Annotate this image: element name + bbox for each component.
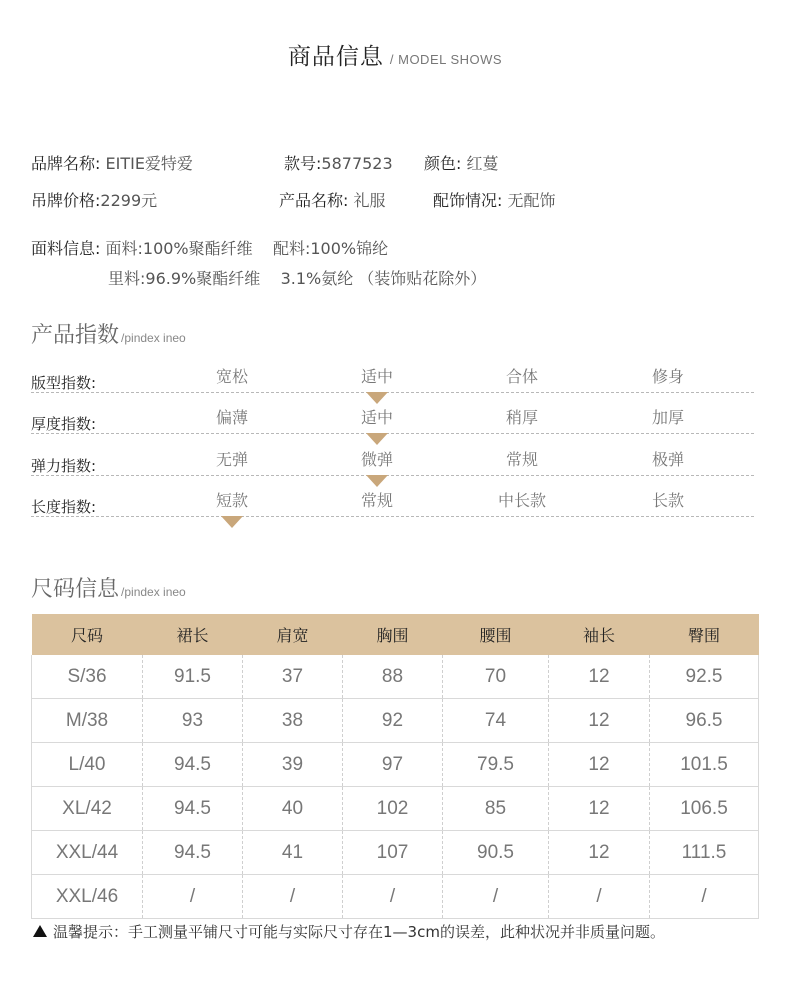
fabric-label: 面料信息: bbox=[31, 239, 101, 258]
index-option: 常规 bbox=[360, 491, 394, 510]
brand-info bbox=[31, 151, 193, 174]
table-row bbox=[32, 655, 759, 699]
size-table-body bbox=[32, 655, 759, 919]
color-label: 颜色: bbox=[424, 154, 462, 173]
table-cell: 97 bbox=[343, 743, 443, 787]
index-option: 宽松 bbox=[215, 367, 249, 386]
column-header: 臀围 bbox=[650, 614, 759, 655]
table-cell: L/40 bbox=[32, 743, 143, 787]
price-label: 吊牌价格: bbox=[31, 191, 101, 210]
table-cell: 93 bbox=[143, 699, 243, 743]
table-cell: M/38 bbox=[32, 699, 143, 743]
table-cell: 90.5 bbox=[443, 831, 549, 875]
column-header: 肩宽 bbox=[243, 614, 343, 655]
index-option: 加厚 bbox=[651, 408, 685, 427]
price-info bbox=[31, 188, 157, 211]
size-table-header bbox=[32, 614, 759, 655]
index-row bbox=[31, 367, 754, 393]
index-row-label: 长度指数: bbox=[31, 498, 97, 516]
style-value: 5877523 bbox=[321, 154, 393, 173]
warning-icon bbox=[33, 925, 47, 937]
table-cell: 102 bbox=[343, 787, 443, 831]
table-cell: 79.5 bbox=[443, 743, 549, 787]
table-cell: / bbox=[549, 875, 650, 919]
index-option: 合体 bbox=[505, 367, 539, 386]
index-row-label: 弹力指数: bbox=[31, 457, 97, 475]
index-row bbox=[31, 450, 754, 476]
fabric-line-2: 里料:96.9%聚酯纤维 3.1%氨纶 （装饰贴花除外） bbox=[108, 269, 487, 288]
table-cell: 94.5 bbox=[143, 787, 243, 831]
index-option: 常规 bbox=[505, 450, 539, 469]
table-cell: 39 bbox=[243, 743, 343, 787]
index-option: 适中 bbox=[360, 367, 394, 386]
index-row bbox=[31, 491, 754, 517]
index-option: 长款 bbox=[651, 491, 685, 510]
table-cell: 38 bbox=[243, 699, 343, 743]
table-cell: 101.5 bbox=[650, 743, 759, 787]
table-cell: XXL/44 bbox=[32, 831, 143, 875]
size-section-title bbox=[31, 572, 186, 603]
style-label: 款号: bbox=[284, 154, 322, 173]
style-info bbox=[284, 151, 393, 174]
table-cell: 70 bbox=[443, 655, 549, 699]
index-marker-icon bbox=[366, 433, 388, 445]
accessory-value: 无配饰 bbox=[507, 191, 556, 210]
table-cell: 12 bbox=[549, 831, 650, 875]
table-row bbox=[32, 831, 759, 875]
index-option: 微弹 bbox=[360, 450, 394, 469]
table-cell: 40 bbox=[243, 787, 343, 831]
table-cell: 94.5 bbox=[143, 831, 243, 875]
table-cell: 94.5 bbox=[143, 743, 243, 787]
table-cell: 91.5 bbox=[143, 655, 243, 699]
table-row bbox=[32, 787, 759, 831]
column-header: 胸围 bbox=[343, 614, 443, 655]
color-info bbox=[424, 151, 499, 174]
index-section-title bbox=[31, 318, 186, 349]
accessory-label: 配饰情况: bbox=[433, 191, 503, 210]
table-cell: 88 bbox=[343, 655, 443, 699]
index-subtitle: /pindex ineo bbox=[121, 331, 186, 345]
table-cell: 96.5 bbox=[650, 699, 759, 743]
table-cell: 41 bbox=[243, 831, 343, 875]
column-header: 裙长 bbox=[143, 614, 243, 655]
brand-label: 品牌名称: bbox=[31, 154, 101, 173]
color-value: 红蔓 bbox=[466, 154, 499, 173]
size-subtitle: /pindex ineo bbox=[121, 585, 186, 599]
table-cell: 12 bbox=[549, 655, 650, 699]
index-option: 稍厚 bbox=[505, 408, 539, 427]
index-option: 修身 bbox=[651, 367, 685, 386]
accessory-info bbox=[433, 188, 556, 211]
table-cell: 12 bbox=[549, 699, 650, 743]
table-cell: 92.5 bbox=[650, 655, 759, 699]
index-option: 偏薄 bbox=[215, 408, 249, 427]
table-row bbox=[32, 743, 759, 787]
column-header: 袖长 bbox=[549, 614, 650, 655]
price-value: 2299元 bbox=[100, 191, 158, 210]
table-cell: XL/42 bbox=[32, 787, 143, 831]
table-row bbox=[32, 699, 759, 743]
index-option: 极弹 bbox=[651, 450, 685, 469]
column-header: 尺码 bbox=[32, 614, 143, 655]
index-option: 短款 bbox=[215, 491, 249, 510]
table-cell: 92 bbox=[343, 699, 443, 743]
index-marker-icon bbox=[366, 475, 388, 487]
table-cell: 12 bbox=[549, 743, 650, 787]
table-cell: XXL/46 bbox=[32, 875, 143, 919]
index-row-label: 版型指数: bbox=[31, 374, 97, 392]
index-option: 无弹 bbox=[215, 450, 249, 469]
table-cell: S/36 bbox=[32, 655, 143, 699]
table-cell: 111.5 bbox=[650, 831, 759, 875]
table-cell: / bbox=[443, 875, 549, 919]
product-name-label: 产品名称: bbox=[279, 191, 349, 210]
note-text: 温馨提示：手工测量平铺尺寸可能与实际尺寸存在1—3cm的误差，此种状况并非质量问题。 bbox=[53, 923, 665, 941]
index-marker-icon bbox=[366, 392, 388, 404]
table-cell: 106.5 bbox=[650, 787, 759, 831]
note bbox=[33, 921, 665, 942]
table-cell: 85 bbox=[443, 787, 549, 831]
table-cell: / bbox=[143, 875, 243, 919]
brand-value: EITIE爱特爱 bbox=[105, 154, 193, 173]
index-row-label: 厚度指数: bbox=[31, 415, 97, 433]
column-header: 腰围 bbox=[443, 614, 549, 655]
table-cell: 107 bbox=[343, 831, 443, 875]
table-cell: / bbox=[650, 875, 759, 919]
page-subtitle: / MODEL SHOWS bbox=[389, 52, 503, 67]
product-name-value: 礼服 bbox=[353, 191, 386, 210]
table-cell: / bbox=[343, 875, 443, 919]
index-marker-icon bbox=[221, 516, 243, 528]
index-title: 产品指数 bbox=[31, 323, 120, 348]
index-row bbox=[31, 408, 754, 434]
table-cell: 37 bbox=[243, 655, 343, 699]
size-title: 尺码信息 bbox=[31, 577, 120, 602]
fabric-line-1: 面料:100%聚酯纤维 配料:100%锦纶 bbox=[105, 239, 389, 258]
size-table bbox=[31, 614, 759, 919]
index-option: 中长款 bbox=[497, 491, 547, 510]
page-header bbox=[0, 38, 790, 71]
page-title: 商品信息 bbox=[287, 44, 384, 70]
table-cell: / bbox=[243, 875, 343, 919]
product-name-info bbox=[279, 188, 386, 211]
table-cell: 12 bbox=[549, 787, 650, 831]
index-option: 适中 bbox=[360, 408, 394, 427]
table-row bbox=[32, 875, 759, 919]
fabric-info bbox=[31, 236, 388, 259]
table-cell: 74 bbox=[443, 699, 549, 743]
